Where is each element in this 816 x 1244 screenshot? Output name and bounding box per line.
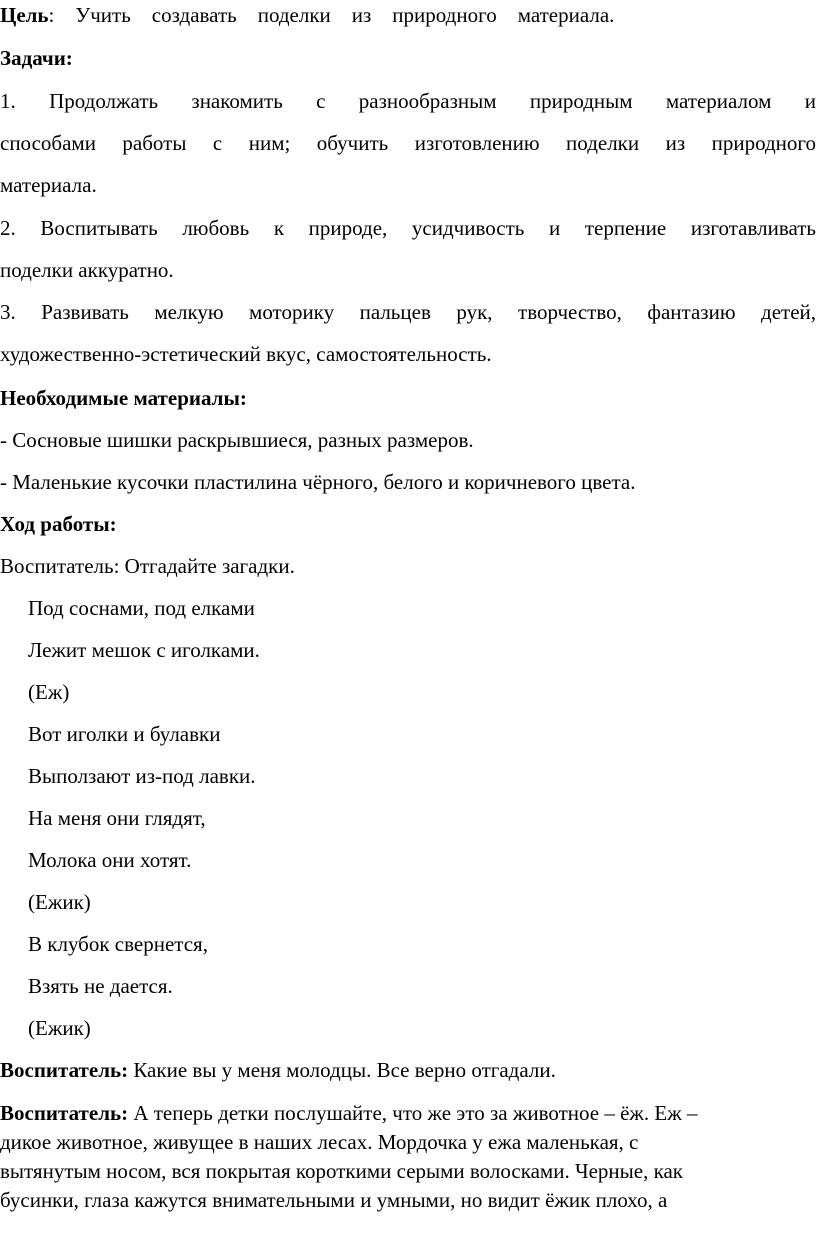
riddle-answer: (Еж) [28, 680, 70, 704]
teacher-remark-text: А теперь детки послушайте, что же это за животное – ёж. Еж – [128, 1101, 698, 1125]
task-3-line-1: 3. Развивать мелкую моторику пальцев рук, творчество, фантазию детей, [0, 300, 816, 324]
goal-line [0, 2, 816, 28]
task-1-line-3: материала. [0, 173, 97, 197]
riddle-line: Вот иголки и булавки [28, 722, 221, 746]
task-1-line-1: 1. Продолжать знакомить с разнообразным природным материалом и [0, 89, 816, 113]
teacher-label: Воспитатель: [0, 1101, 129, 1125]
riddle-line: Молока они хотят. [28, 848, 192, 872]
task-2-line-1: 2. Воспитывать любовь к природе, усидчивость и терпение изготавливать [0, 216, 816, 240]
riddle-answer: (Ежик) [28, 1016, 91, 1040]
materials-item-2: - Маленькие кусочки пластилина чёрного, белого и коричневого цвета. [0, 470, 636, 494]
teacher-remark-2-line-4: бусинки, глаза кажутся внимательными и умными, но видит ёжик плохо, а [0, 1188, 668, 1212]
task-2-line-2: поделки аккуратно. [0, 258, 174, 282]
task-1-line-2: способами работы с ним; обучить изготовлению поделки из природного [0, 131, 816, 155]
teacher-remark-2-line-2: дикое животное, живущее в наших лесах. Мордочка у ежа маленькая, с [0, 1130, 639, 1154]
progress-heading: Ход работы: [0, 512, 117, 536]
riddle-line: Выползают из-под лавки. [28, 764, 256, 788]
riddle-answer: (Ежик) [28, 890, 91, 914]
teacher-remark-text: Какие вы у меня молодцы. Все верно отгадали. [128, 1058, 556, 1082]
riddle-line: Лежит мешок с иголками. [28, 638, 260, 662]
progress-intro: Воспитатель: Отгадайте загадки. [0, 554, 295, 578]
task-3-line-2: художественно-эстетический вкус, самостоятельность. [0, 342, 492, 366]
riddle-line: В клубок свернется, [28, 932, 208, 956]
riddle-line: Взять не дается. [28, 974, 173, 998]
teacher-remark-2-line-1 [0, 1100, 816, 1126]
riddle-line: На меня они глядят, [28, 806, 206, 830]
goal-label: Цель [0, 3, 49, 27]
materials-heading: Необходимые материалы: [0, 386, 247, 410]
tasks-heading: Задачи: [0, 46, 73, 70]
teacher-remark-2-line-3: вытянутым носом, вся покрытая короткими серыми волосками. Черные, как [0, 1159, 683, 1183]
teacher-remark-1 [0, 1057, 816, 1083]
teacher-label: Воспитатель: [0, 1058, 129, 1082]
riddle-line: Под соснами, под елками [28, 596, 255, 620]
materials-item-1: - Сосновые шишки раскрывшиеся, разных размеров. [0, 428, 474, 452]
goal-text: : Учить создавать поделки из природного материала. [48, 3, 615, 27]
